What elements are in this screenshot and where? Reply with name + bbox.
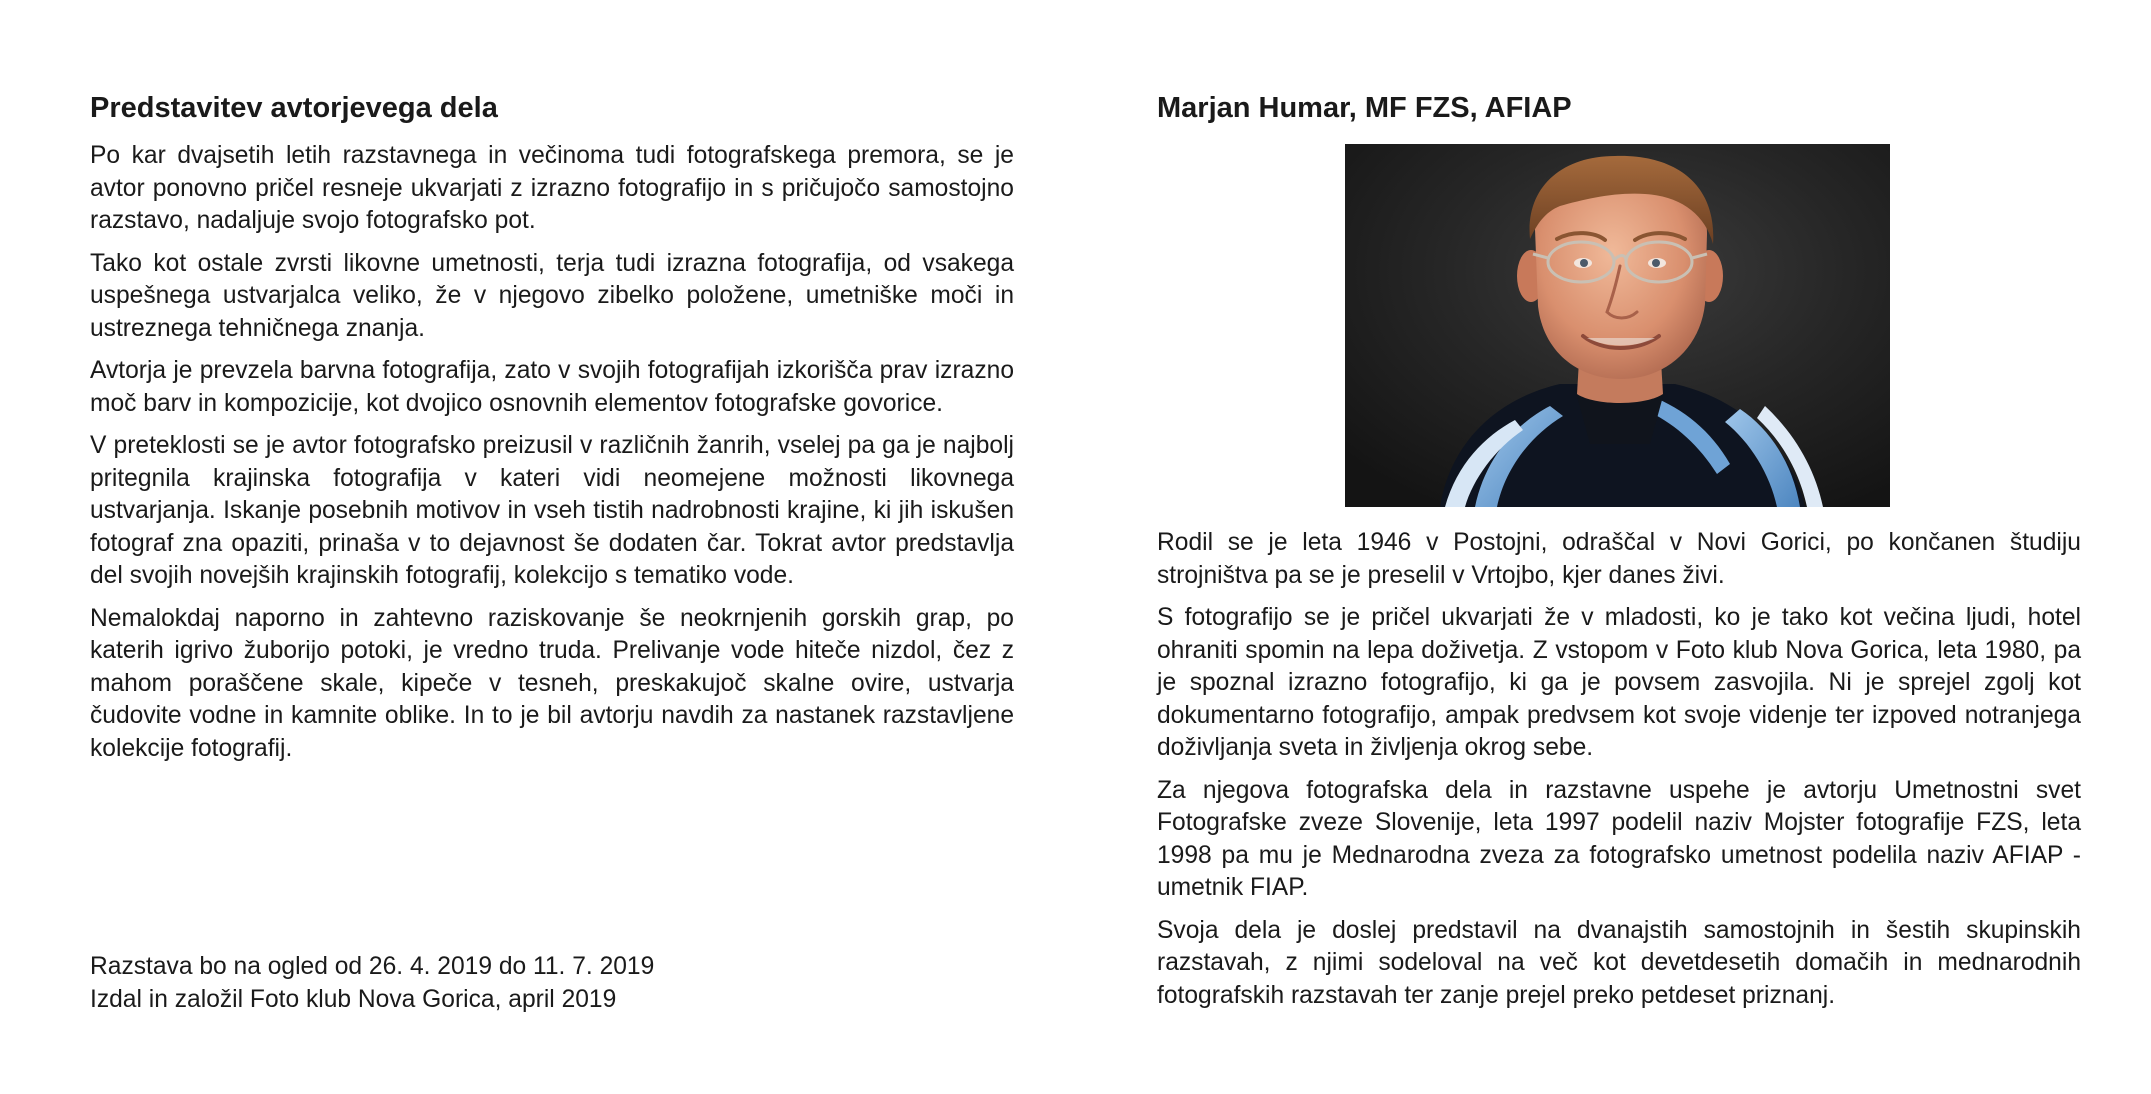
bio-paragraph-4: Svoja dela je doslej predstavil na dvanajstih samostojnih in šestih skupinskih razstavah, z njimi sodeloval na več kot devetdesetih domačih in mednarodnih fotografskih razstavah ter zanje prejel preko petdeset priznanj. (1157, 916, 2081, 1009)
left-paragraph-4: V preteklosti se je avtor fotografsko preizusil v različnih žanrih, vselej pa ga je najbolj pritegnila krajinska fotografija v kateri vidi neomejene možnosti likovnega ustvarjanja. Iskanje posebnih motivov in vseh tistih nadrobnosti krajine, ki jih iskušen fotograf zna opaziti, prinaša v to dejavnost še dodaten čar. Tokrat avtor predstavlja del svojih novejših krajinskih fotografij, kolekcijo s tematiko vode. (90, 432, 1014, 589)
left-paragraph-3: Avtorja je prevzela barvna fotografija, zato v svojih fotografijah izkorišča prav izrazno moč barv in kompozicije, kot dvojico osnovnih elementov fotografske govorice. (90, 357, 1014, 417)
right-column (1157, 88, 2081, 1022)
portrait-illustration (1345, 144, 1890, 507)
left-paragraph-5: Nemalokdaj naporno in zahtevno raziskovanje še neokrnjenih gorskih grap, po katerih igrivo žuborijo potoki, je vredno truda. Prelivanje vode hiteče nizdol, čez z mahom poraščene skale, kipeče v tesneh, preskakujoč skalne ovire, ustvarja čudovite vodne in kamnite oblike. In to je bil avtorju navdih za nastanek razstavljene kolekcije fotografij. (90, 604, 1014, 762)
author-biography (1157, 527, 2081, 1012)
publisher-line: Izdal in založil Foto klub Nova Gorica, april 2019 (90, 986, 617, 1013)
exhibition-footer (90, 950, 1014, 1016)
left-paragraph-1: Po kar dvajsetih letih razstavnega in večinoma tudi fotografskega premora, se je avtor ponovno pričel resneje ukvarjati z izrazno fotografijo in s pričujočo samostojno razstavo, nadaljuje svojo fotografsko pot. (90, 142, 1014, 234)
exhibition-dates: Razstava bo na ogled od 26. 4. 2019 do 11. 7. 2019 (90, 953, 655, 980)
left-column (90, 88, 1014, 775)
bio-paragraph-1: Rodil se je leta 1946 v Postojni, odraščal v Novi Gorici, po končanen študiju strojništva pa se je preselil v Vrtojbo, kjer danes živi. (1157, 529, 2081, 589)
left-heading: Predstavitev avtorjevega dela (90, 92, 498, 124)
left-paragraph-2: Tako kot ostale zvrsti likovne umetnosti, terja tudi izrazna fotografija, od vsakega uspešnega ustvarjalca veliko, že v njegovo zibelko položene, umetniške moči in ustreznega tehničnega znanja. (90, 249, 1014, 342)
bio-paragraph-3: Za njegova fotografska dela in razstavne uspehe je avtorju Umetnostni svet Fotografske zveze Slovenije, leta 1997 podelil naziv Mojster fotografije FZS, leta 1998 pa mu je Mednarodna zveza za fotografsko umetnost podelila naziv AFIAP - umetnik FIAP. (1157, 776, 2081, 901)
author-name-heading: Marjan Humar, MF FZS, AFIAP (1157, 92, 1572, 124)
bio-paragraph-2: S fotografijo se je pričel ukvarjati že v mladosti, ko je tako kot večina ljudi, hotel ohraniti spomin na lepa doživetja. Z vstopom v Foto klub Nova Gorica, leta 1980, pa je spoznal izrazno fotografijo, ki ga je povsem zasvojila. Ni je sprejel zgolj kot dokumentarno fotografijo, ampak predvsem kot svoje videnje ter izpoved notranjega doživljanja sveta in življenja okrog sebe. (1157, 604, 2081, 761)
author-portrait-photo (1345, 144, 1890, 507)
